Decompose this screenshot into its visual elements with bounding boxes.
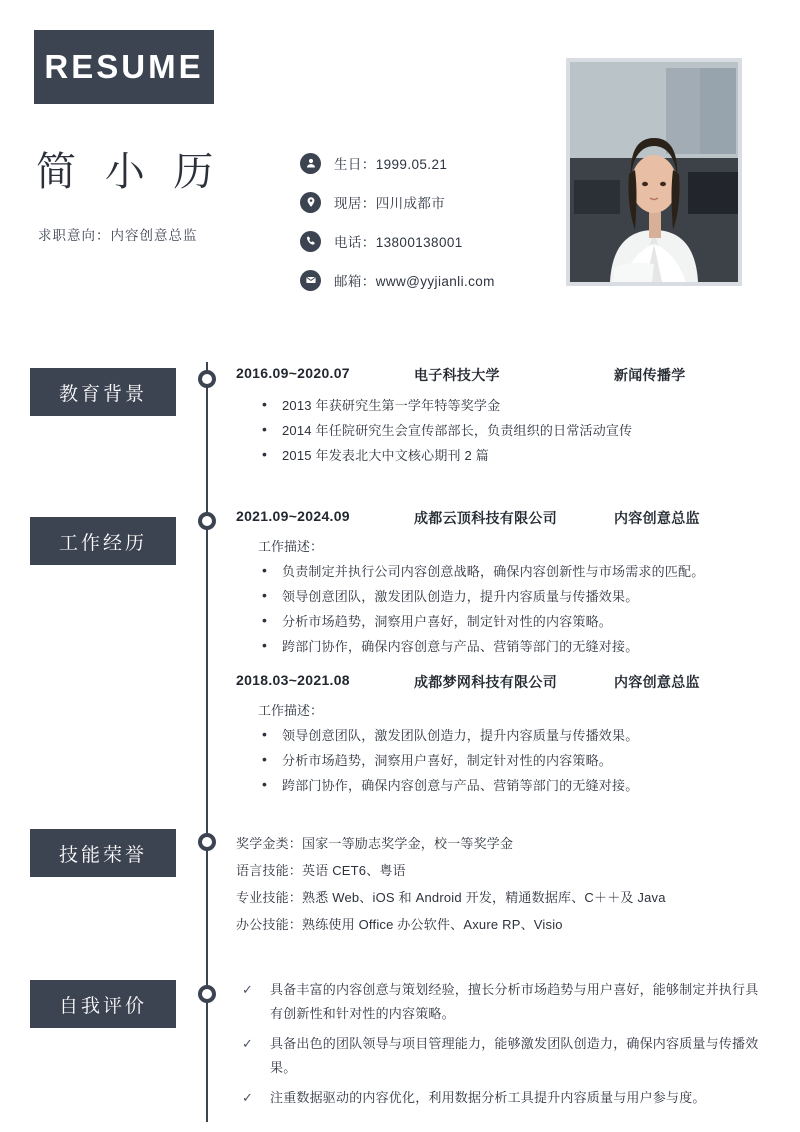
list-item: • 2014 年任院研究生会宣传部部长，负责组织的日常活动宣传 — [258, 418, 766, 443]
education-date: 2016.09~2020.07 — [236, 365, 350, 381]
contact-text-phone: 电话：13800138001 — [334, 235, 463, 250]
contact-text-email: 邮箱：www@yyjianli.com — [334, 274, 495, 289]
resume-title-badge — [34, 30, 214, 104]
list-item: • 跨部门协作，确保内容创意与产品、营销等部门的无缝对接。 — [258, 634, 766, 659]
section-content-work — [236, 508, 766, 659]
mail-icon — [300, 270, 321, 291]
work-role-2: 内容创意总监 — [614, 674, 700, 690]
location-icon — [300, 192, 321, 213]
work-desc-label-2: 工作描述： — [258, 703, 324, 718]
section-content-evaluation — [236, 978, 766, 1116]
contact-text-location: 现居：四川成都市 — [334, 196, 446, 211]
skill-line-scholarship: 奖学金类：国家一等励志奖学金，校一等奖学金 — [236, 836, 514, 851]
work-date-1: 2021.09~2024.09 — [236, 508, 350, 524]
list-item: • 2015 年发表北大中文核心期刊 2 篇 — [258, 443, 766, 468]
section-tag-skills: 技能荣誉 — [30, 829, 176, 877]
list-item: • 领导创意团队，激发团队创造力，提升内容质量与传播效果。 — [258, 584, 766, 609]
work-org-1: 成都云顶科技有限公司 — [414, 510, 557, 526]
contact-row-location — [300, 191, 560, 213]
timeline-dot-work — [198, 512, 216, 530]
work-desc-label-1: 工作描述： — [258, 539, 324, 554]
list-item: • 分析市场趋势，洞察用户喜好，制定针对性的内容策略。 — [258, 609, 766, 634]
skill-line-office: 办公技能：熟练使用 Office 办公软件、Axure RP、Visio — [236, 917, 563, 932]
evaluation-list — [236, 978, 766, 1110]
resume-title-text: RESUME — [44, 48, 204, 85]
contact-row-phone — [300, 230, 560, 252]
contact-list — [300, 152, 560, 308]
education-org: 电子科技大学 — [414, 367, 500, 383]
education-entry-head — [236, 365, 766, 385]
list-item: ✓ 具备出色的团队领导与项目管理能力，能够激发团队创造力，确保内容质量与传播效果。 — [238, 1032, 766, 1080]
list-item: • 负责制定并执行公司内容创意战略，确保内容创新性与市场需求的匹配。 — [258, 559, 766, 584]
list-item: • 2013 年获研究生第一学年特等奖学金 — [258, 393, 766, 418]
contact-row-email — [300, 269, 560, 291]
work-entry-head-1 — [236, 508, 766, 528]
work-date-2: 2018.03~2021.08 — [236, 672, 350, 688]
work-role-1: 内容创意总监 — [614, 510, 700, 526]
candidate-name: 简 小 历 — [36, 149, 222, 195]
skill-line-language: 语言技能：英语 CET6、粤语 — [236, 863, 406, 878]
section-content-work-2 — [236, 672, 766, 798]
section-tag-evaluation: 自我评价 — [30, 980, 176, 1028]
timeline-dot-skills — [198, 833, 216, 851]
work-entry-head-2 — [236, 672, 766, 692]
list-item: • 分析市场趋势，洞察用户喜好，制定针对性的内容策略。 — [258, 748, 766, 773]
person-icon — [300, 153, 321, 174]
avatar — [566, 58, 742, 286]
list-item: • 跨部门协作，确保内容创意与产品、营销等部门的无缝对接。 — [258, 773, 766, 798]
work-bullets-1 — [236, 559, 766, 659]
contact-row-birthday — [300, 152, 560, 174]
education-bullets — [236, 393, 766, 468]
work-org-2: 成都梦网科技有限公司 — [414, 674, 557, 690]
section-content-skills — [236, 830, 766, 938]
section-tag-education: 教育背景 — [30, 368, 176, 416]
phone-icon — [300, 231, 321, 252]
timeline-dot-evaluation — [198, 985, 216, 1003]
timeline-dot-education — [198, 370, 216, 388]
timeline-line — [206, 362, 208, 1122]
contact-text-birthday: 生日：1999.05.21 — [334, 157, 448, 172]
work-bullets-2 — [236, 723, 766, 798]
section-tag-work: 工作经历 — [30, 517, 176, 565]
list-item: ✓ 具备丰富的内容创意与策划经验，擅长分析市场趋势与用户喜好，能够制定并执行具有创新性和针对性的内容策略。 — [238, 978, 766, 1026]
job-intent: 求职意向：内容创意总监 — [38, 228, 198, 243]
section-content-education — [236, 365, 766, 468]
skill-line-professional: 专业技能：熟悉 Web、iOS 和 Android 开发，精通数据库、C＋＋及 Java — [236, 890, 666, 905]
education-major: 新闻传播学 — [614, 367, 686, 383]
list-item: ✓ 注重数据驱动的内容优化，利用数据分析工具提升内容质量与用户参与度。 — [238, 1086, 766, 1110]
list-item: • 领导创意团队，激发团队创造力，提升内容质量与传播效果。 — [258, 723, 766, 748]
